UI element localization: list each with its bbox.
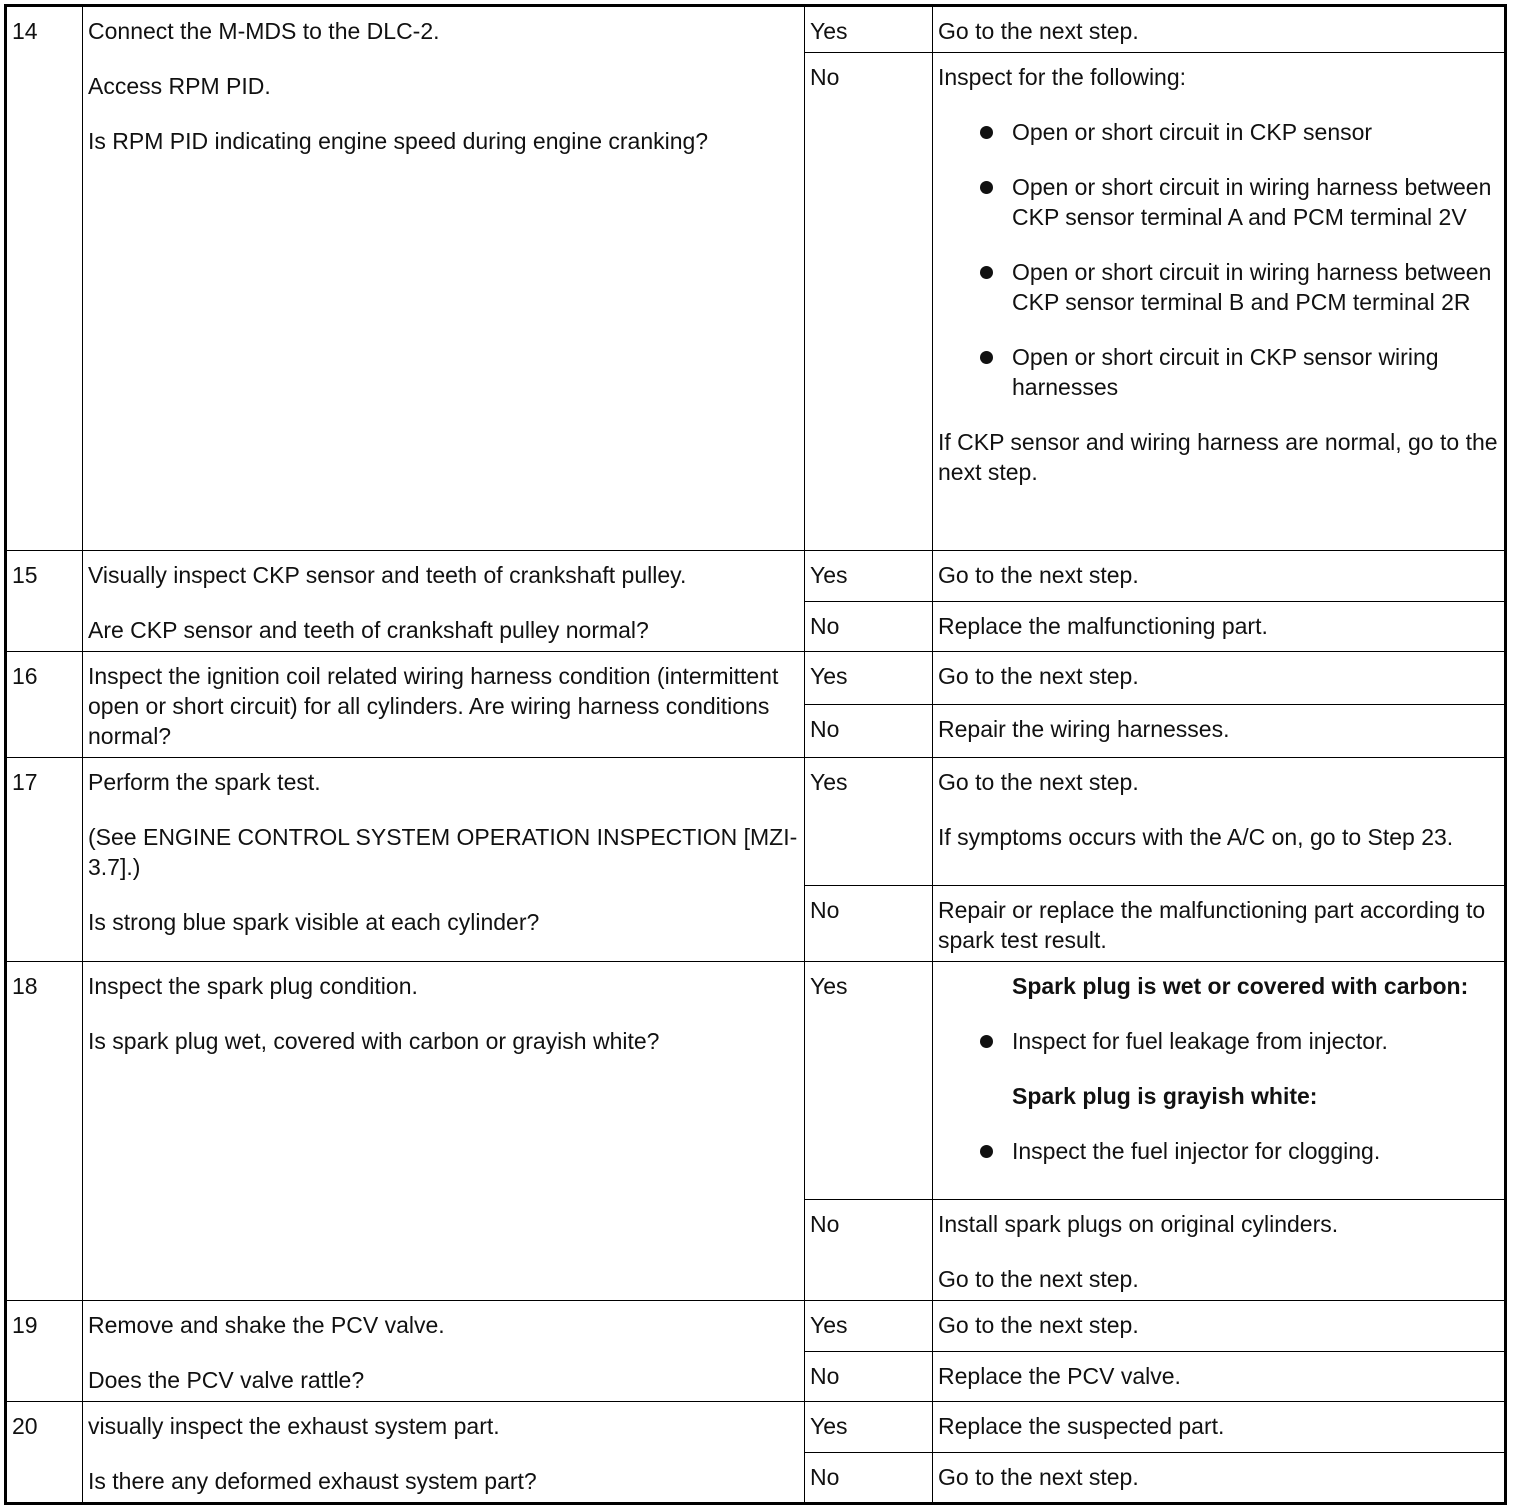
result-no-label: No xyxy=(805,601,933,652)
result-no-text: Repair or replace the malfunctioning part according to spark test result. xyxy=(933,886,1506,962)
result-yes-label: Yes xyxy=(805,1301,933,1352)
result-yes-label: Yes xyxy=(805,758,933,886)
bullet-item: Open or short circuit in CKP sensor wiring harnesses xyxy=(938,342,1499,402)
result-no-label: No xyxy=(805,53,933,551)
action-text: Are CKP sensor and teeth of crankshaft pulley normal? xyxy=(88,617,649,643)
action-text: Inspect the ignition coil related wiring harness condition (intermittent open or short circuit) for all cylinders. Are wiring harness conditions normal? xyxy=(88,663,779,749)
action-cell xyxy=(83,1402,805,1504)
bullet-icon xyxy=(980,1035,993,1048)
result-yes-text: If symptoms occurs with the A/C on, go to Step 23. xyxy=(938,824,1454,850)
result-yes-text: Go to the next step. xyxy=(933,1301,1506,1352)
table-row xyxy=(6,1402,1506,1453)
inspect-intro: Inspect for the following: xyxy=(938,64,1187,90)
bullet-icon xyxy=(980,181,993,194)
action-text: Perform the spark test. xyxy=(88,769,321,795)
table-row xyxy=(6,551,1506,602)
troubleshooting-table xyxy=(4,4,1507,1505)
result-no-label: No xyxy=(805,886,933,962)
step-number: 17 xyxy=(6,758,83,962)
result-no-cell xyxy=(933,53,1506,551)
table-row xyxy=(6,1301,1506,1352)
action-text: Visually inspect CKP sensor and teeth of crankshaft pulley. xyxy=(88,562,687,588)
result-yes-label: Yes xyxy=(805,652,933,705)
result-yes-text: Go to the next step. xyxy=(933,652,1506,705)
bullet-item: Open or short circuit in wiring harness between CKP sensor terminal A and PCM terminal 2V xyxy=(938,172,1499,232)
result-yes-label: Yes xyxy=(805,551,933,602)
bullet-icon xyxy=(980,351,993,364)
action-cell xyxy=(83,652,805,758)
result-yes-label: Yes xyxy=(805,1402,933,1453)
action-text: Inspect the spark plug condition. xyxy=(88,973,418,999)
bullet-icon xyxy=(980,126,993,139)
result-no-text: Replace the PCV valve. xyxy=(933,1351,1506,1402)
result-no-text: Repair the wiring harnesses. xyxy=(933,705,1506,758)
result-no-text: Install spark plugs on original cylinders. xyxy=(938,1211,1339,1237)
result-yes-cell xyxy=(933,758,1506,886)
step-number: 15 xyxy=(6,551,83,652)
action-text: Remove and shake the PCV valve. xyxy=(88,1312,445,1338)
bullet-item: Open or short circuit in CKP sensor xyxy=(938,117,1499,147)
result-yes-text: Replace the suspected part. xyxy=(933,1402,1506,1453)
action-text: Is spark plug wet, covered with carbon or grayish white? xyxy=(88,1028,660,1054)
action-text: Access RPM PID. xyxy=(88,73,271,99)
table-row xyxy=(6,962,1506,1200)
condition-heading: Spark plug is grayish white: xyxy=(1012,1083,1318,1109)
result-yes-text: Go to the next step. xyxy=(933,551,1506,602)
result-no-text: Go to the next step. xyxy=(938,1266,1139,1292)
step-number: 14 xyxy=(6,6,83,551)
result-no-label: No xyxy=(805,705,933,758)
action-cell xyxy=(83,1301,805,1402)
action-cell xyxy=(83,962,805,1301)
action-cell xyxy=(83,551,805,652)
bullet-item: Open or short circuit in wiring harness between CKP sensor terminal B and PCM terminal 2R xyxy=(938,257,1499,317)
result-yes-cell xyxy=(933,962,1506,1200)
action-text: Is RPM PID indicating engine speed during engine cranking? xyxy=(88,128,709,154)
result-yes-text: Go to the next step. xyxy=(938,769,1139,795)
result-yes-label: Yes xyxy=(805,6,933,53)
step-number: 19 xyxy=(6,1301,83,1402)
bullet-item: Inspect the fuel injector for clogging. xyxy=(938,1136,1499,1166)
action-text: visually inspect the exhaust system part. xyxy=(88,1413,500,1439)
action-cell xyxy=(83,6,805,551)
result-no-label: No xyxy=(805,1453,933,1504)
result-no-text: Replace the malfunctioning part. xyxy=(933,601,1506,652)
result-yes-label: Yes xyxy=(805,962,933,1200)
action-text: Is there any deformed exhaust system part? xyxy=(88,1468,537,1494)
action-cell xyxy=(83,758,805,962)
result-no-label: No xyxy=(805,1351,933,1402)
table-row xyxy=(6,758,1506,886)
action-text: Does the PCV valve rattle? xyxy=(88,1367,365,1393)
action-text: (See ENGINE CONTROL SYSTEM OPERATION INSPECTION [MZI-3.7].) xyxy=(88,824,798,880)
action-text: Is strong blue spark visible at each cylinder? xyxy=(88,909,540,935)
result-yes-text: Go to the next step. xyxy=(933,6,1506,53)
action-text: Connect the M-MDS to the DLC-2. xyxy=(88,18,440,44)
condition-heading: Spark plug is wet or covered with carbon: xyxy=(1012,973,1469,999)
step-number: 18 xyxy=(6,962,83,1301)
result-no-label: No xyxy=(805,1200,933,1301)
bullet-icon xyxy=(980,1145,993,1158)
table-row xyxy=(6,6,1506,53)
result-no-text: Go to the next step. xyxy=(933,1453,1506,1504)
step-number: 16 xyxy=(6,652,83,758)
step-number: 20 xyxy=(6,1402,83,1504)
result-no-cell xyxy=(933,1200,1506,1301)
table-row xyxy=(6,652,1506,705)
bullet-item: Inspect for fuel leakage from injector. xyxy=(938,1026,1499,1056)
bullet-icon xyxy=(980,266,993,279)
inspect-outro: If CKP sensor and wiring harness are normal, go to the next step. xyxy=(938,429,1498,485)
